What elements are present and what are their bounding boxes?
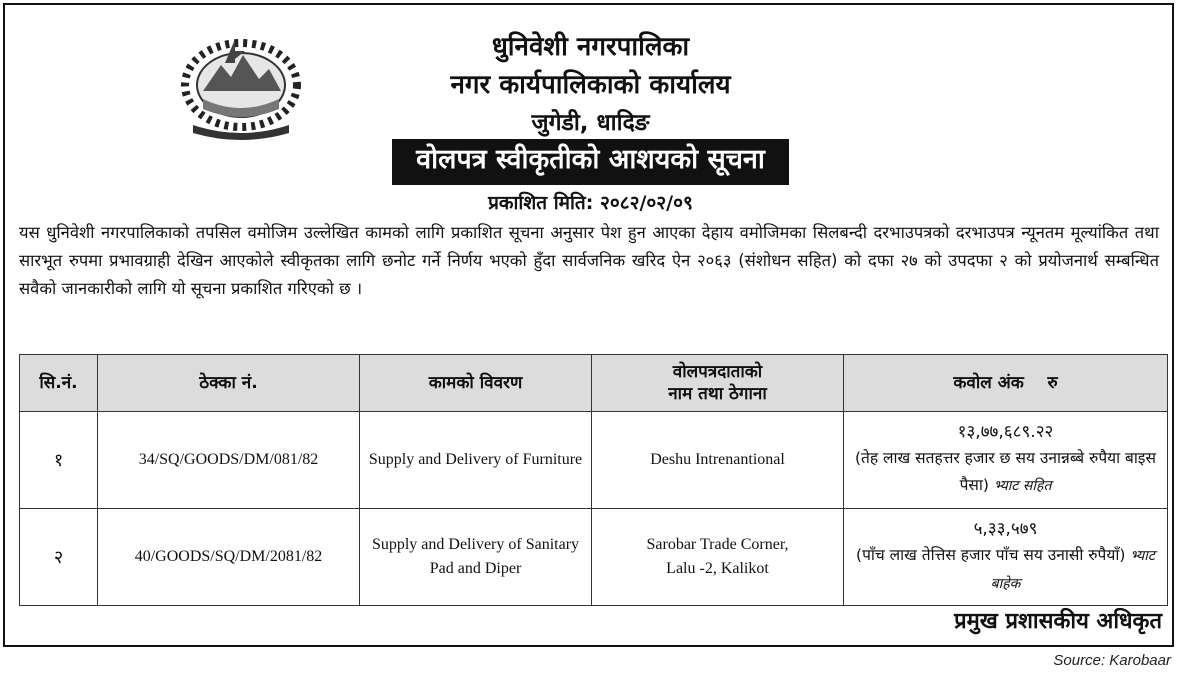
source-credit: Source: Karobaar <box>1053 652 1171 669</box>
row-contract-no: 34/SQ/GOODS/DM/081/82 <box>98 412 360 509</box>
row-bidder <box>592 509 844 606</box>
header-bid-amount: कवोल अंक रु <box>844 355 1168 412</box>
row-sn: २ <box>20 509 98 606</box>
vat-note: भ्याट सहित <box>993 478 1052 494</box>
row-contract-no: 40/GOODS/SQ/DM/2081/82 <box>98 509 360 606</box>
header-description: कामको विवरण <box>360 355 592 412</box>
table-header-row <box>20 355 1168 412</box>
row-bid-amount <box>844 412 1168 509</box>
table-row <box>20 412 1168 509</box>
row-bidder: Deshu Intrenantional <box>592 412 844 509</box>
row-description: Supply and Delivery of Furniture <box>360 412 592 509</box>
table-row <box>20 509 1168 606</box>
bid-amount-figure: १३,७७,६८९.२२ <box>957 422 1054 442</box>
row-description: Supply and Delivery of Sanitary Pad and Diper <box>360 509 592 606</box>
notice-body: यस धुनिवेशी नगरपालिकाको तपसिल वमोजिम उल्लेखित कामको लागि प्रकाशित सूचना अनुसार पेश हुन आएका देहाय वमोजिमका सिलबन्दी दरभाउपत्रको दरभाउपत्र न्यूनतम मूल्यांकित तथा सारभूत रुपमा प्रभावग्राही देखिन आएकोले स्वीकृतका लागि छनोट गर्ने निर्णय भएको हुँदा सार्वजनिक खरिद ऐन २०६३ (संशोधन सहित) को दफा २७ को उपदफा २ को प्रयोजनार्थ सम्बन्धित सवैको जानकारीको लागि यो सूचना प्रकाशित गरिएको छ । <box>19 223 1159 298</box>
notice-frame <box>3 3 1174 647</box>
signatory: प्रमुख प्रशासकीय अधिकृत <box>954 609 1162 634</box>
bid-amount-words: (तेह लाख सतहत्तर हजार छ सय उनान्नब्बे रुपैया बाइस पैसा) <box>854 449 1157 494</box>
header-sn: सि.नं. <box>20 355 98 412</box>
header-bidder-line1: वोलपत्रदाताको <box>672 362 763 382</box>
bid-amount-words: (पाँच लाख तेत्तिस हजार पाँच सय उनासी रुपैयाँ) <box>856 545 1126 564</box>
org-name: धुनिवेशी नगरपालिका <box>491 32 690 62</box>
vat-note: भ्याट बाहेक <box>990 547 1155 592</box>
published-date: प्रकाशित मिति: २०८२/०२/०९ <box>488 192 693 214</box>
office-name: नगर कार्यपालिकाको कार्यालय <box>450 70 731 100</box>
notice-title: वोलपत्र स्वीकृतीको आशयको सूचना <box>392 139 789 185</box>
row-sn: १ <box>20 412 98 509</box>
header-contract-no: ठेक्का नं. <box>98 355 360 412</box>
notice-title-wrap <box>5 139 1176 185</box>
row-bid-amount <box>844 509 1168 606</box>
bidder-line2: Lalu -2, Kalikot <box>666 560 769 577</box>
header-bidder <box>592 355 844 412</box>
office-location: जुगेडी, धादिङ <box>531 110 650 136</box>
bid-amount-figure: ५,३३,५७९ <box>973 518 1038 539</box>
header-bidder-line2: नाम तथा ठेगाना <box>668 384 767 404</box>
bidder-line1: Sarobar Trade Corner, <box>646 536 789 553</box>
bid-table <box>19 354 1168 606</box>
